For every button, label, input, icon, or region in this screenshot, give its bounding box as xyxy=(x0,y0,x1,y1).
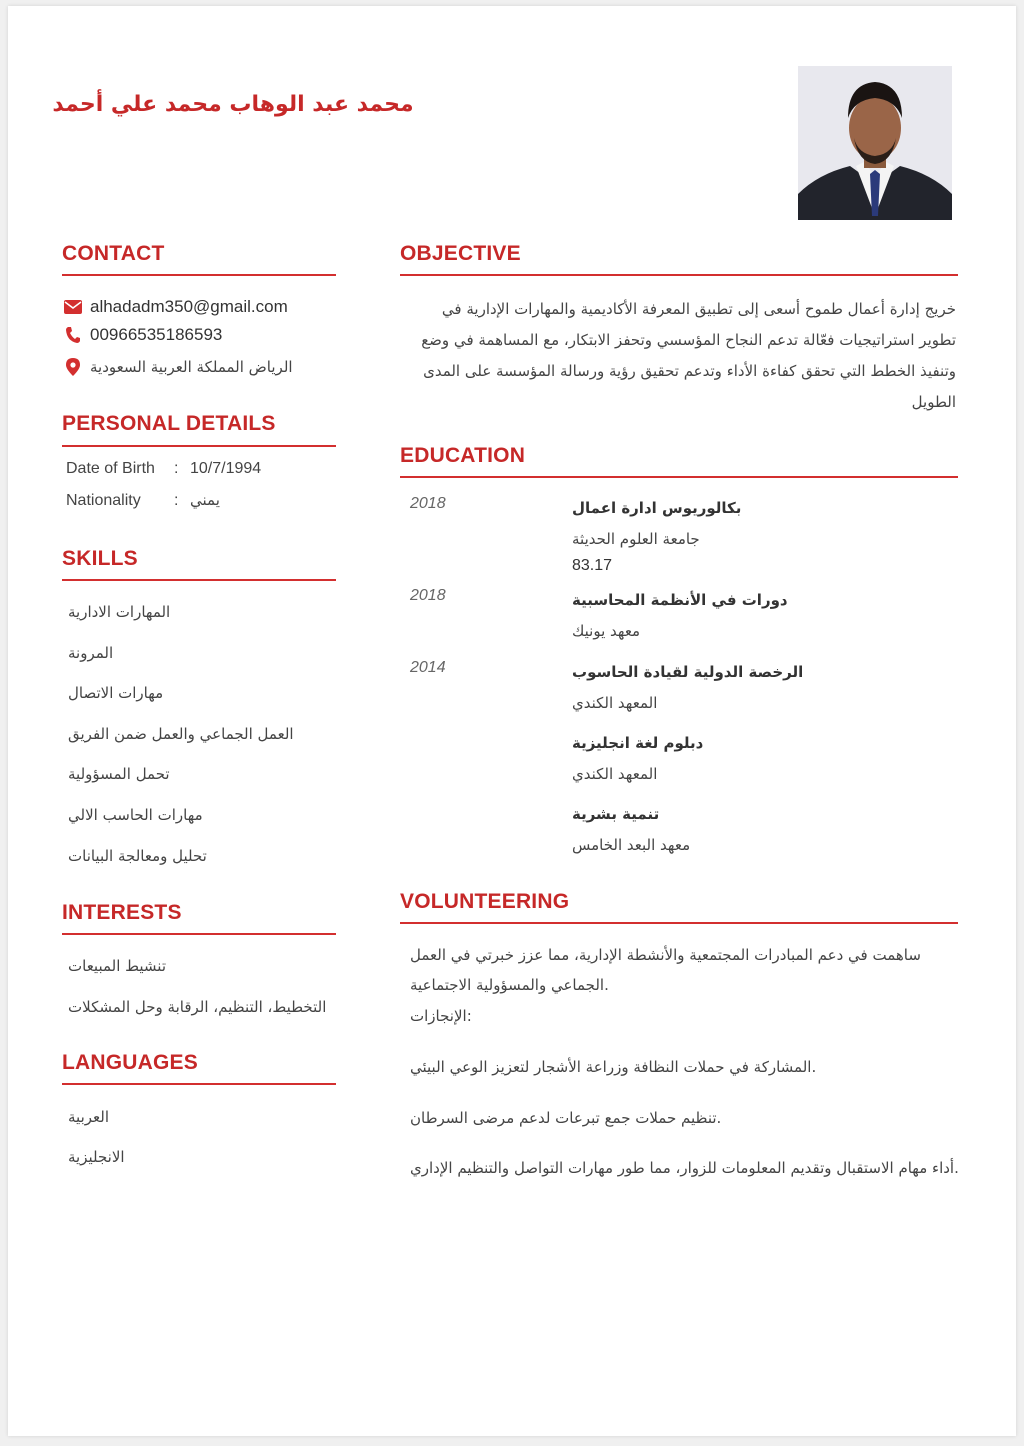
education-institution: معهد البعد الخامس xyxy=(572,836,691,854)
language-item: العربية xyxy=(68,1108,109,1126)
envelope-icon xyxy=(62,296,84,318)
nationality-value: يمني xyxy=(190,491,220,509)
volunteering-divider xyxy=(400,922,958,924)
objective-line: الطويل xyxy=(911,393,956,411)
languages-divider xyxy=(62,1083,336,1085)
contact-heading: CONTACT xyxy=(62,242,165,265)
education-year: 2018 xyxy=(410,495,446,512)
objective-line: وتنفيذ الخطط التي تحقق كفاءة الأداء وتدعم تحقيق رؤية ورسالة المؤسسة على المدى xyxy=(423,362,956,380)
nationality-row xyxy=(66,491,220,510)
skill-item: تحمل المسؤولية xyxy=(68,765,170,783)
profile-photo-illustration xyxy=(798,66,952,220)
contact-email-row[interactable] xyxy=(62,296,288,318)
education-institution: المعهد الكندي xyxy=(572,765,658,783)
achievement-item: تنظيم حملات جمع تبرعات لدعم مرضى السرطان. xyxy=(410,1109,722,1127)
objective-heading: OBJECTIVE xyxy=(400,242,521,265)
map-pin-icon xyxy=(62,356,84,378)
education-divider xyxy=(400,476,958,478)
skill-item: المهارات الادارية xyxy=(68,603,171,621)
achievement-item: المشاركة في حملات النظافة وزراعة الأشجار لتعزيز الوعي البيئي. xyxy=(410,1058,817,1076)
objective-divider xyxy=(400,274,958,276)
objective-text xyxy=(410,294,956,418)
interests-divider xyxy=(62,933,336,935)
education-degree: الرخصة الدولية لقيادة الحاسوب xyxy=(572,663,804,681)
dob-colon: : xyxy=(174,460,179,477)
skills-divider xyxy=(62,579,336,581)
dob-value: 10/7/1994 xyxy=(190,460,262,477)
objective-line: خريج إدارة أعمال طموح أسعى إلى تطبيق المعرفة الأكاديمية والمهارات الإدارية في xyxy=(441,300,956,318)
objective-line: تطوير استراتيجيات فعّالة تدعم النجاح المؤسسي وتحفز الابتكار، مع المساهمة في وضع xyxy=(421,331,956,349)
language-item: الانجليزية xyxy=(68,1148,125,1166)
nationality-label: Nationality xyxy=(66,492,141,509)
contact-divider xyxy=(62,274,336,276)
dob-label: Date of Birth xyxy=(66,460,155,477)
nationality-colon: : xyxy=(174,492,179,509)
education-grade: 83.17 xyxy=(572,557,613,574)
education-institution: المعهد الكندي xyxy=(572,694,658,712)
resume-page xyxy=(8,6,1016,1436)
contact-email[interactable]: alhadadm350@gmail.com xyxy=(90,297,288,316)
skill-item: تحليل ومعالجة البيانات xyxy=(68,847,207,865)
volunteering-intro: ساهمت في دعم المبادرات المجتمعية والأنشطة الإدارية، مما عزز خبرتي في العمل xyxy=(410,946,921,964)
interest-item: تنشيط المبيعات xyxy=(68,957,167,975)
interests-heading: INTERESTS xyxy=(62,901,182,924)
contact-address: الرياض المملكة العربية السعودية xyxy=(90,358,293,376)
education-year: 2018 xyxy=(410,587,446,604)
skill-item: المرونة xyxy=(68,644,114,662)
contact-phone-row[interactable] xyxy=(62,324,222,346)
phone-icon xyxy=(62,324,84,346)
education-degree: بكالوريوس ادارة اعمال xyxy=(572,499,742,517)
skills-heading: SKILLS xyxy=(62,547,138,570)
education-degree: تنمية بشرية xyxy=(572,805,660,823)
education-degree: دبلوم لغة انجليزية xyxy=(572,734,704,752)
education-year: 2014 xyxy=(410,659,446,676)
contact-phone[interactable]: 00966535186593 xyxy=(90,325,223,344)
candidate-name: محمد عبد الوهاب محمد علي أحمد xyxy=(52,92,414,117)
languages-heading: LANGUAGES xyxy=(62,1051,198,1074)
skill-item: مهارات الحاسب الالي xyxy=(68,806,203,824)
profile-photo xyxy=(798,66,952,220)
education-heading: EDUCATION xyxy=(400,444,526,467)
education-institution: جامعة العلوم الحديثة xyxy=(572,530,700,548)
volunteering-intro: الجماعي والمسؤولية الاجتماعية. xyxy=(410,976,609,994)
skill-item: العمل الجماعي والعمل ضمن الفريق xyxy=(68,725,294,743)
skill-item: مهارات الاتصال xyxy=(68,684,164,702)
personal-details-divider xyxy=(62,445,336,447)
achievement-item: أداء مهام الاستقبال وتقديم المعلومات للزوار، مما طور مهارات التواصل والتنظيم الإداري. xyxy=(410,1159,959,1177)
achievements-label: الإنجازات: xyxy=(410,1007,472,1025)
contact-address-row xyxy=(62,356,293,378)
education-degree: دورات في الأنظمة المحاسبية xyxy=(572,591,788,609)
personal-details-heading: PERSONAL DETAILS xyxy=(62,412,276,435)
dob-row xyxy=(66,460,261,478)
interest-item: التخطيط، التنظيم، الرقابة وحل المشكلات xyxy=(68,998,327,1016)
volunteering-heading: VOLUNTEERING xyxy=(400,890,570,913)
education-institution: معهد يونيك xyxy=(572,622,641,640)
